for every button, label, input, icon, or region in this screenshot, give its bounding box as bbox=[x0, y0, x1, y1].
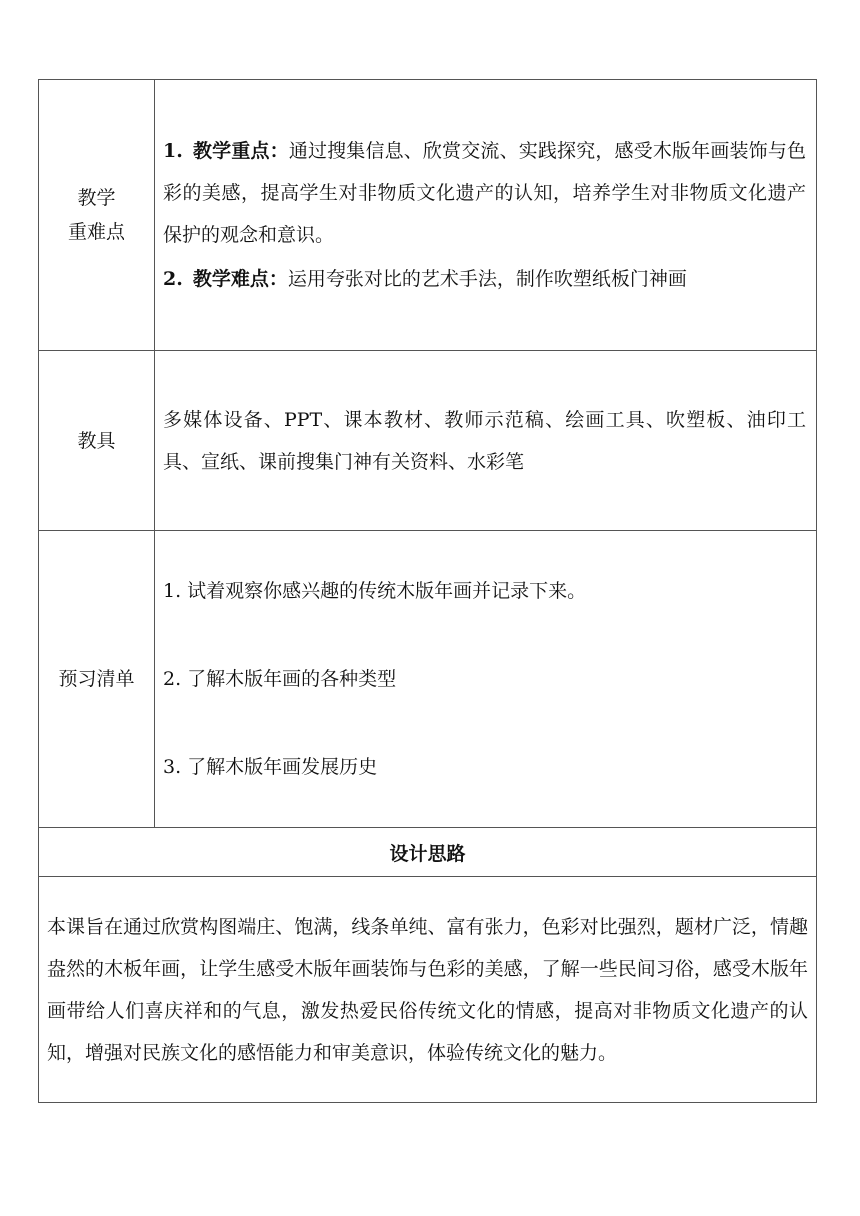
key-difficulty-row bbox=[39, 80, 817, 351]
preview-item-3: 3. 了解木版年画发展历史 bbox=[163, 756, 378, 778]
difficulty-text: 运用夸张对比的艺术手法，制作吹塑纸板门神画 bbox=[287, 268, 687, 290]
preview-item-2: 2. 了解木版年画的各种类型 bbox=[163, 668, 397, 690]
key-point-number: 1. bbox=[163, 140, 183, 162]
design-heading: 设计思路 bbox=[39, 828, 817, 877]
preview-list-content-cell bbox=[155, 531, 817, 828]
key-difficulty-label-cell bbox=[39, 80, 155, 351]
preview-item-1: 1. 试着观察你感兴趣的传统木版年画并记录下来。 bbox=[163, 580, 587, 602]
key-difficulty-label-line2: 重难点 bbox=[67, 221, 125, 243]
difficulty-paragraph bbox=[163, 258, 806, 300]
key-difficulty-content-cell bbox=[155, 80, 817, 351]
teaching-aids-label: 教具 bbox=[39, 351, 155, 531]
design-text: 本课旨在通过欣赏构图端庄、饱满，线条单纯、富有张力，色彩对比强烈，题材广泛，情趣盎然的木板年画，让学生感受木版年画装饰与色彩的美感，了解一些民间习俗，感受木版年画带给人们喜庆祥和的气息，激发热爱民俗传统文化的情感，提高对非物质文化遗产的认知，增强对民族文化的感悟能力和审美意识，体验传统文化的魅力。 bbox=[39, 877, 817, 1103]
difficulty-title: 教学难点： bbox=[192, 268, 288, 290]
preview-list-label: 预习清单 bbox=[39, 531, 155, 828]
key-point-text: 通过搜集信息、欣赏交流、实践探究，感受木版年画装饰与色彩的美感，提高学生对非物质文化遗产的认知，培养学生对非物质文化遗产保护的观念和意识。 bbox=[163, 140, 806, 246]
key-point-title: 教学重点： bbox=[192, 140, 289, 162]
difficulty-number: 2. bbox=[163, 268, 183, 290]
key-point-paragraph bbox=[163, 130, 806, 256]
teaching-aids-text: 多媒体设备、PPT、课本教材、教师示范稿、绘画工具、吹塑板、油印工具、宣纸、课前搜集门神有关资料、水彩笔 bbox=[155, 351, 817, 531]
key-difficulty-label-line1: 教学 bbox=[77, 187, 116, 209]
preview-list-row bbox=[39, 531, 817, 828]
lesson-plan-table bbox=[38, 79, 817, 1103]
design-heading-row bbox=[39, 828, 817, 877]
teaching-aids-row bbox=[39, 351, 817, 531]
design-body-row bbox=[39, 877, 817, 1103]
